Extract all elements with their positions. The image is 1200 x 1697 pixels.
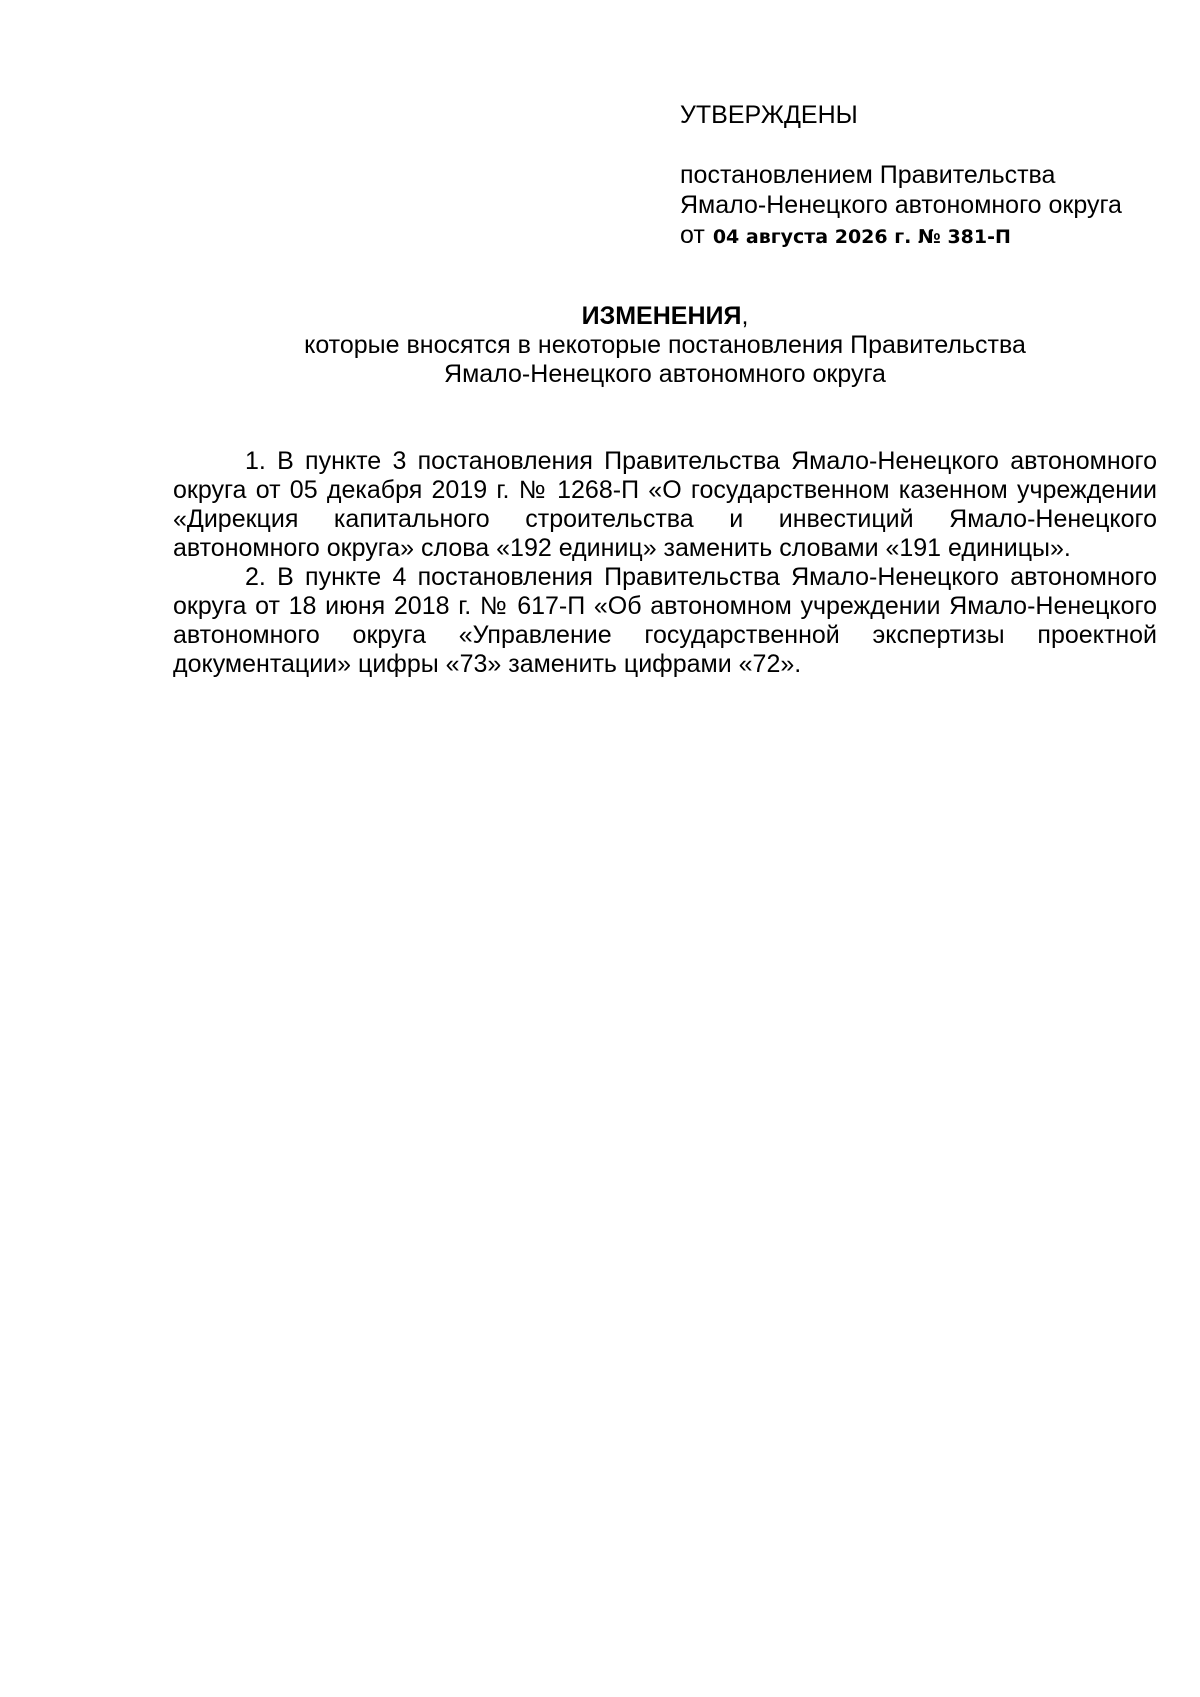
heading-title: ИЗМЕНЕНИЯ [581, 302, 742, 330]
heading-title-suffix: , [741, 302, 749, 330]
heading-subtitle-line-1: которые вносятся в некоторые постановления Правительства [304, 331, 1026, 359]
approval-line-1: постановлением Правительства [680, 161, 1056, 189]
approval-date-prefix: от [680, 221, 705, 249]
body-item-2: 2. В пункте 4 постановления Правительства Ямало-Ненецкого автономного округа от 18 июня 2018 г. № 617-П «Об автономном учреждении Ямало-Ненецкого автономного округа «Управление государственной экспертизы проектной документации» цифры «73» заменить цифрами «72». [173, 563, 1157, 678]
body-item-1: 1. В пункте 3 постановления Правительства Ямало-Ненецкого автономного округа от 05 декабря 2019 г. № 1268-П «О государственном казенном учреждении «Дирекция капитального строительства и инвестиций Ямало-Ненецкого автономного округа» слова «192 единиц» заменить словами «191 единицы». [173, 447, 1157, 562]
document-body [173, 447, 1157, 679]
approval-line-2: Ямало-Ненецкого автономного округа [680, 191, 1122, 219]
document-heading [170, 302, 1160, 389]
approval-title: УТВЕРЖДЕНЫ [680, 101, 858, 129]
approval-block [680, 100, 1170, 252]
approval-date [680, 220, 1170, 252]
heading-subtitle-line-2: Ямало-Ненецкого автономного округа [444, 360, 886, 388]
heading-title-line [170, 302, 1160, 331]
approval-date-value: 04 августа 2026 г. № 381-П [712, 226, 1011, 248]
